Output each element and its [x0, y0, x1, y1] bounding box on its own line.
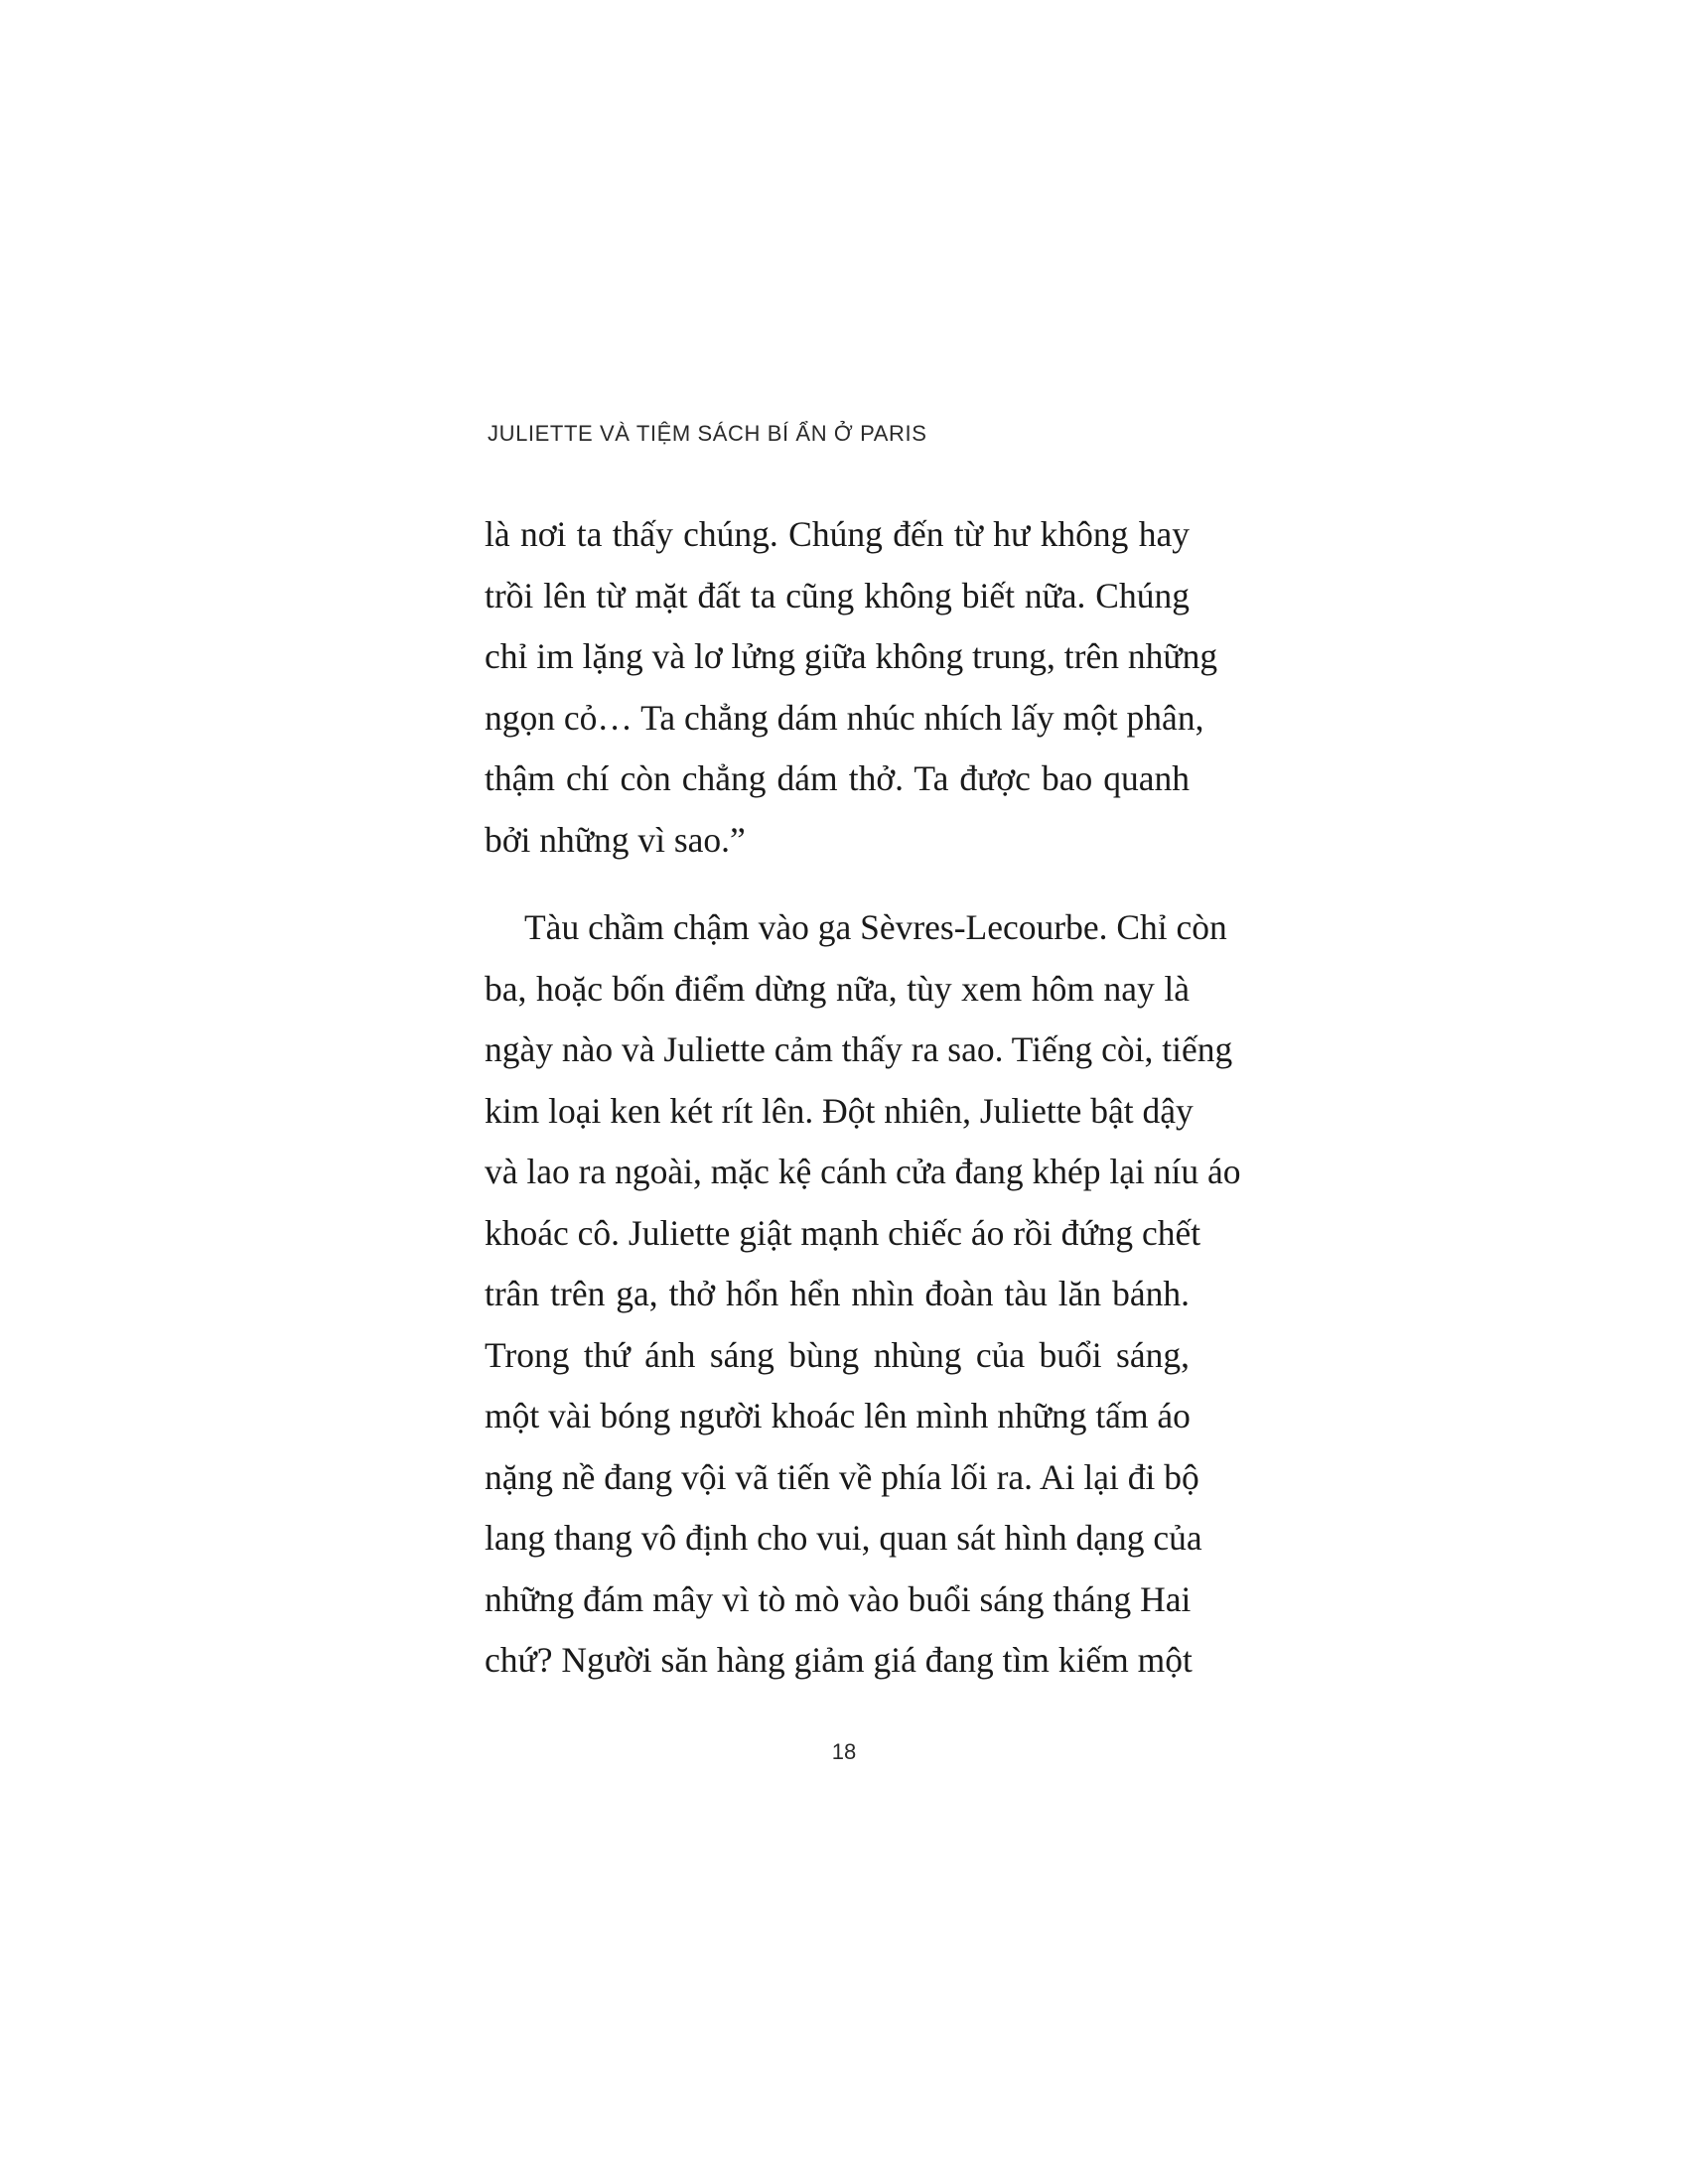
text-line: lang thang vô định cho vui, quan sát hình dạng của	[485, 1518, 1202, 1558]
text-line: chứ? Người săn hàng giảm giá đang tìm kiếm một	[485, 1640, 1193, 1680]
text-line: nặng nề đang vội vã tiến về phía lối ra. Ai lại đi bộ	[485, 1456, 1199, 1497]
paragraph	[485, 504, 1218, 871]
text-line: những đám mây vì tò mò vào buổi sáng tháng Hai	[485, 1578, 1192, 1619]
text-line: trân trên ga, thở hổn hển nhìn đoàn tàu lăn bánh.	[485, 1274, 1190, 1313]
text-line: bởi những vì sao.”	[485, 819, 746, 860]
text-line: một vài bóng người khoác lên mình những tấm áo	[485, 1396, 1191, 1435]
text-line: chỉ im lặng và lơ lửng giữa không trung, trên những	[485, 636, 1218, 676]
text-line: Trong thứ ánh sáng bùng nhùng của buổi sáng,	[485, 1334, 1190, 1375]
body-text	[485, 504, 1241, 1692]
page-number-container	[0, 1739, 1688, 1765]
text-line: ba, hoặc bốn điểm dừng nữa, tùy xem hôm nay là	[485, 968, 1190, 1009]
paragraph	[485, 897, 1241, 1692]
text-line: ngày nào và Juliette cảm thấy ra sao. Tiếng còi, tiếng	[485, 1029, 1233, 1069]
text-line: thậm chí còn chẳng dám thở. Ta được bao quanh	[485, 758, 1190, 798]
text-line: Tàu chầm chậm vào ga Sèvres-Lecourbe. Chỉ còn	[524, 907, 1227, 947]
text-line: ngọn cỏ… Ta chẳng dám nhúc nhích lấy một phân,	[485, 697, 1204, 738]
text-line: kim loại ken két rít lên. Đột nhiên, Juliette bật dậy	[485, 1090, 1194, 1131]
text-line: và lao ra ngoài, mặc kệ cánh cửa đang khép lại níu áo	[485, 1152, 1241, 1191]
text-line: trồi lên từ mặt đất ta cũng không biết nữa. Chúng	[485, 575, 1190, 615]
text-line: khoác cô. Juliette giật mạnh chiếc áo rồi đứng chết	[485, 1212, 1201, 1253]
running-title: JULIETTE VÀ TIỆM SÁCH BÍ ẨN Ở PARIS	[488, 421, 927, 446]
page-number: 18	[831, 1739, 857, 1764]
text-line: là nơi ta thấy chúng. Chúng đến từ hư không hay	[485, 514, 1190, 554]
